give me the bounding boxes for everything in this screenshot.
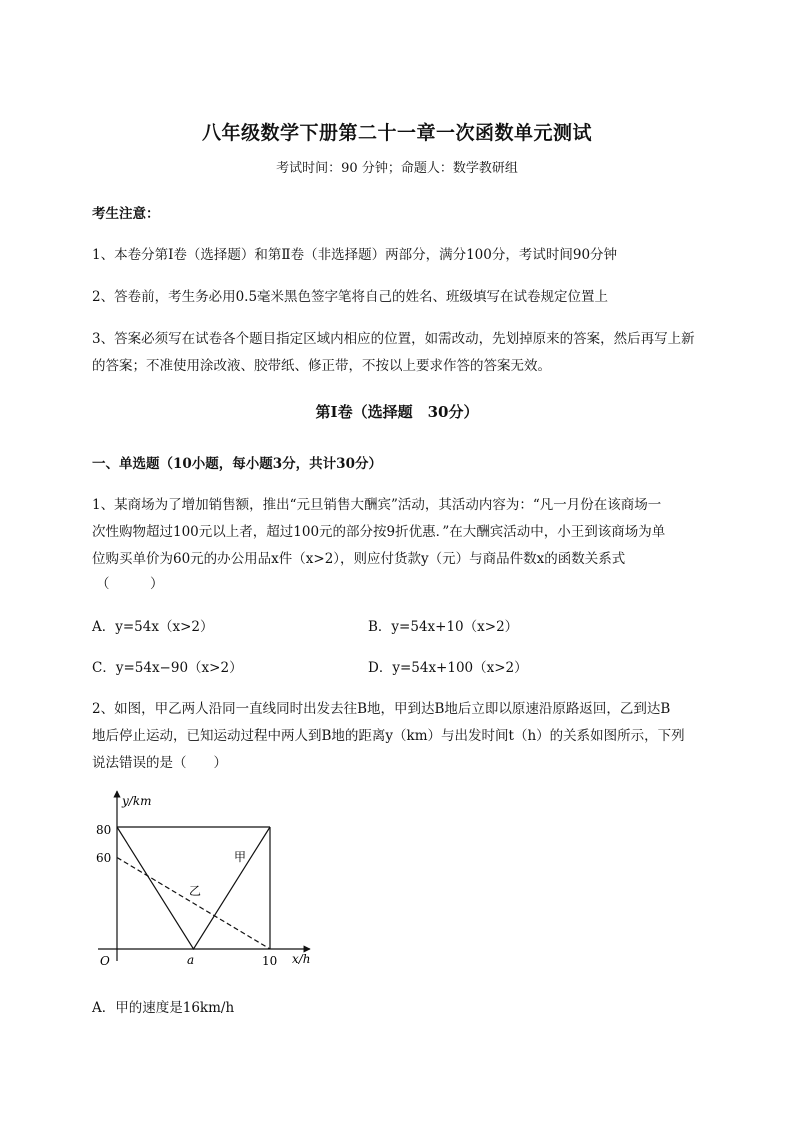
q2-line-2: 地后停止运动，已知运动过程中两人到B地的距离y（km）与出发时间t（h）的关系如图所示，下列 [92, 728, 685, 744]
page-title: 八年级数学下册第二十一章一次函数单元测试 [201, 122, 592, 144]
origin-label: O [100, 954, 110, 968]
notice-heading: 考生注意： [92, 206, 160, 222]
y-tick-60: 60 [96, 851, 112, 865]
q1-option-c: C．y=54x−90（x>2） [92, 660, 243, 676]
yi-path-line [117, 858, 270, 950]
jia-label: 甲 [234, 850, 247, 864]
q1-line-4: （ ） [96, 576, 164, 592]
q1-line-2: 次性购物超过100元以上者，超过100元的部分按9折优惠．”在大酬宾活动中，小王到该商场为单 [92, 524, 666, 540]
x-tick-a: a [187, 953, 195, 967]
notice-item-2: 2、答卷前，考生务必用0.5毫米黑色签字笔将自己的姓名、班级填写在试卷规定位置上 [92, 289, 609, 305]
q1-line-3: 位购买单价为60元的办公用品x件（x>2），则应付货款y（元）与商品件数x的函数关系式 [92, 551, 626, 567]
q2-line-3: 说法错误的是（ ） [92, 755, 227, 771]
part-heading: 一、单选题（10小题，每小题3分，共计30分） [92, 456, 382, 472]
yi-label: 乙 [189, 884, 202, 898]
notice-item-3-cont: 的答案；不准使用涂改液、胶带纸、修正带，不按以上要求作答的答案无效。 [92, 358, 551, 374]
x-tick-10: 10 [262, 954, 278, 968]
x-axis-label: x/h [292, 952, 311, 966]
q1-line-1: 1、某商场为了增加销售额，推出“元旦销售大酬宾”活动，其活动内容为：“凡一月份在该商场一 [92, 497, 662, 513]
notice-item-1: 1、本卷分第Ⅰ卷（选择题）和第Ⅱ卷（非选择题）两部分，满分100分，考试时间90分钟 [92, 247, 618, 263]
q2-line-1: 2、如图，甲乙两人沿同一直线同时出发去往B地，甲到达B地后立即以原速沿原路返回，乙到达B [92, 701, 671, 717]
distance-time-graph [88, 785, 338, 975]
q1-option-b: B．y=54x+10（x>2） [368, 619, 519, 635]
q1-option-d: D．y=54x+100（x>2） [368, 660, 528, 676]
q1-option-a: A．y=54x（x>2） [92, 619, 214, 635]
section-title: 第Ⅰ卷（选择题 30分） [315, 403, 479, 421]
q2-option-a: A．甲的速度是16km/h [92, 1000, 235, 1016]
y-axis-label: y/km [122, 794, 152, 808]
notice-item-3: 3、答案必须写在试卷各个题目指定区域内相应的位置，如需改动，先划掉原来的答案，然后再写上新 [92, 331, 695, 347]
y-tick-80: 80 [96, 823, 112, 837]
exam-info: 考试时间：90 分钟；命题人：数学教研组 [276, 161, 518, 176]
